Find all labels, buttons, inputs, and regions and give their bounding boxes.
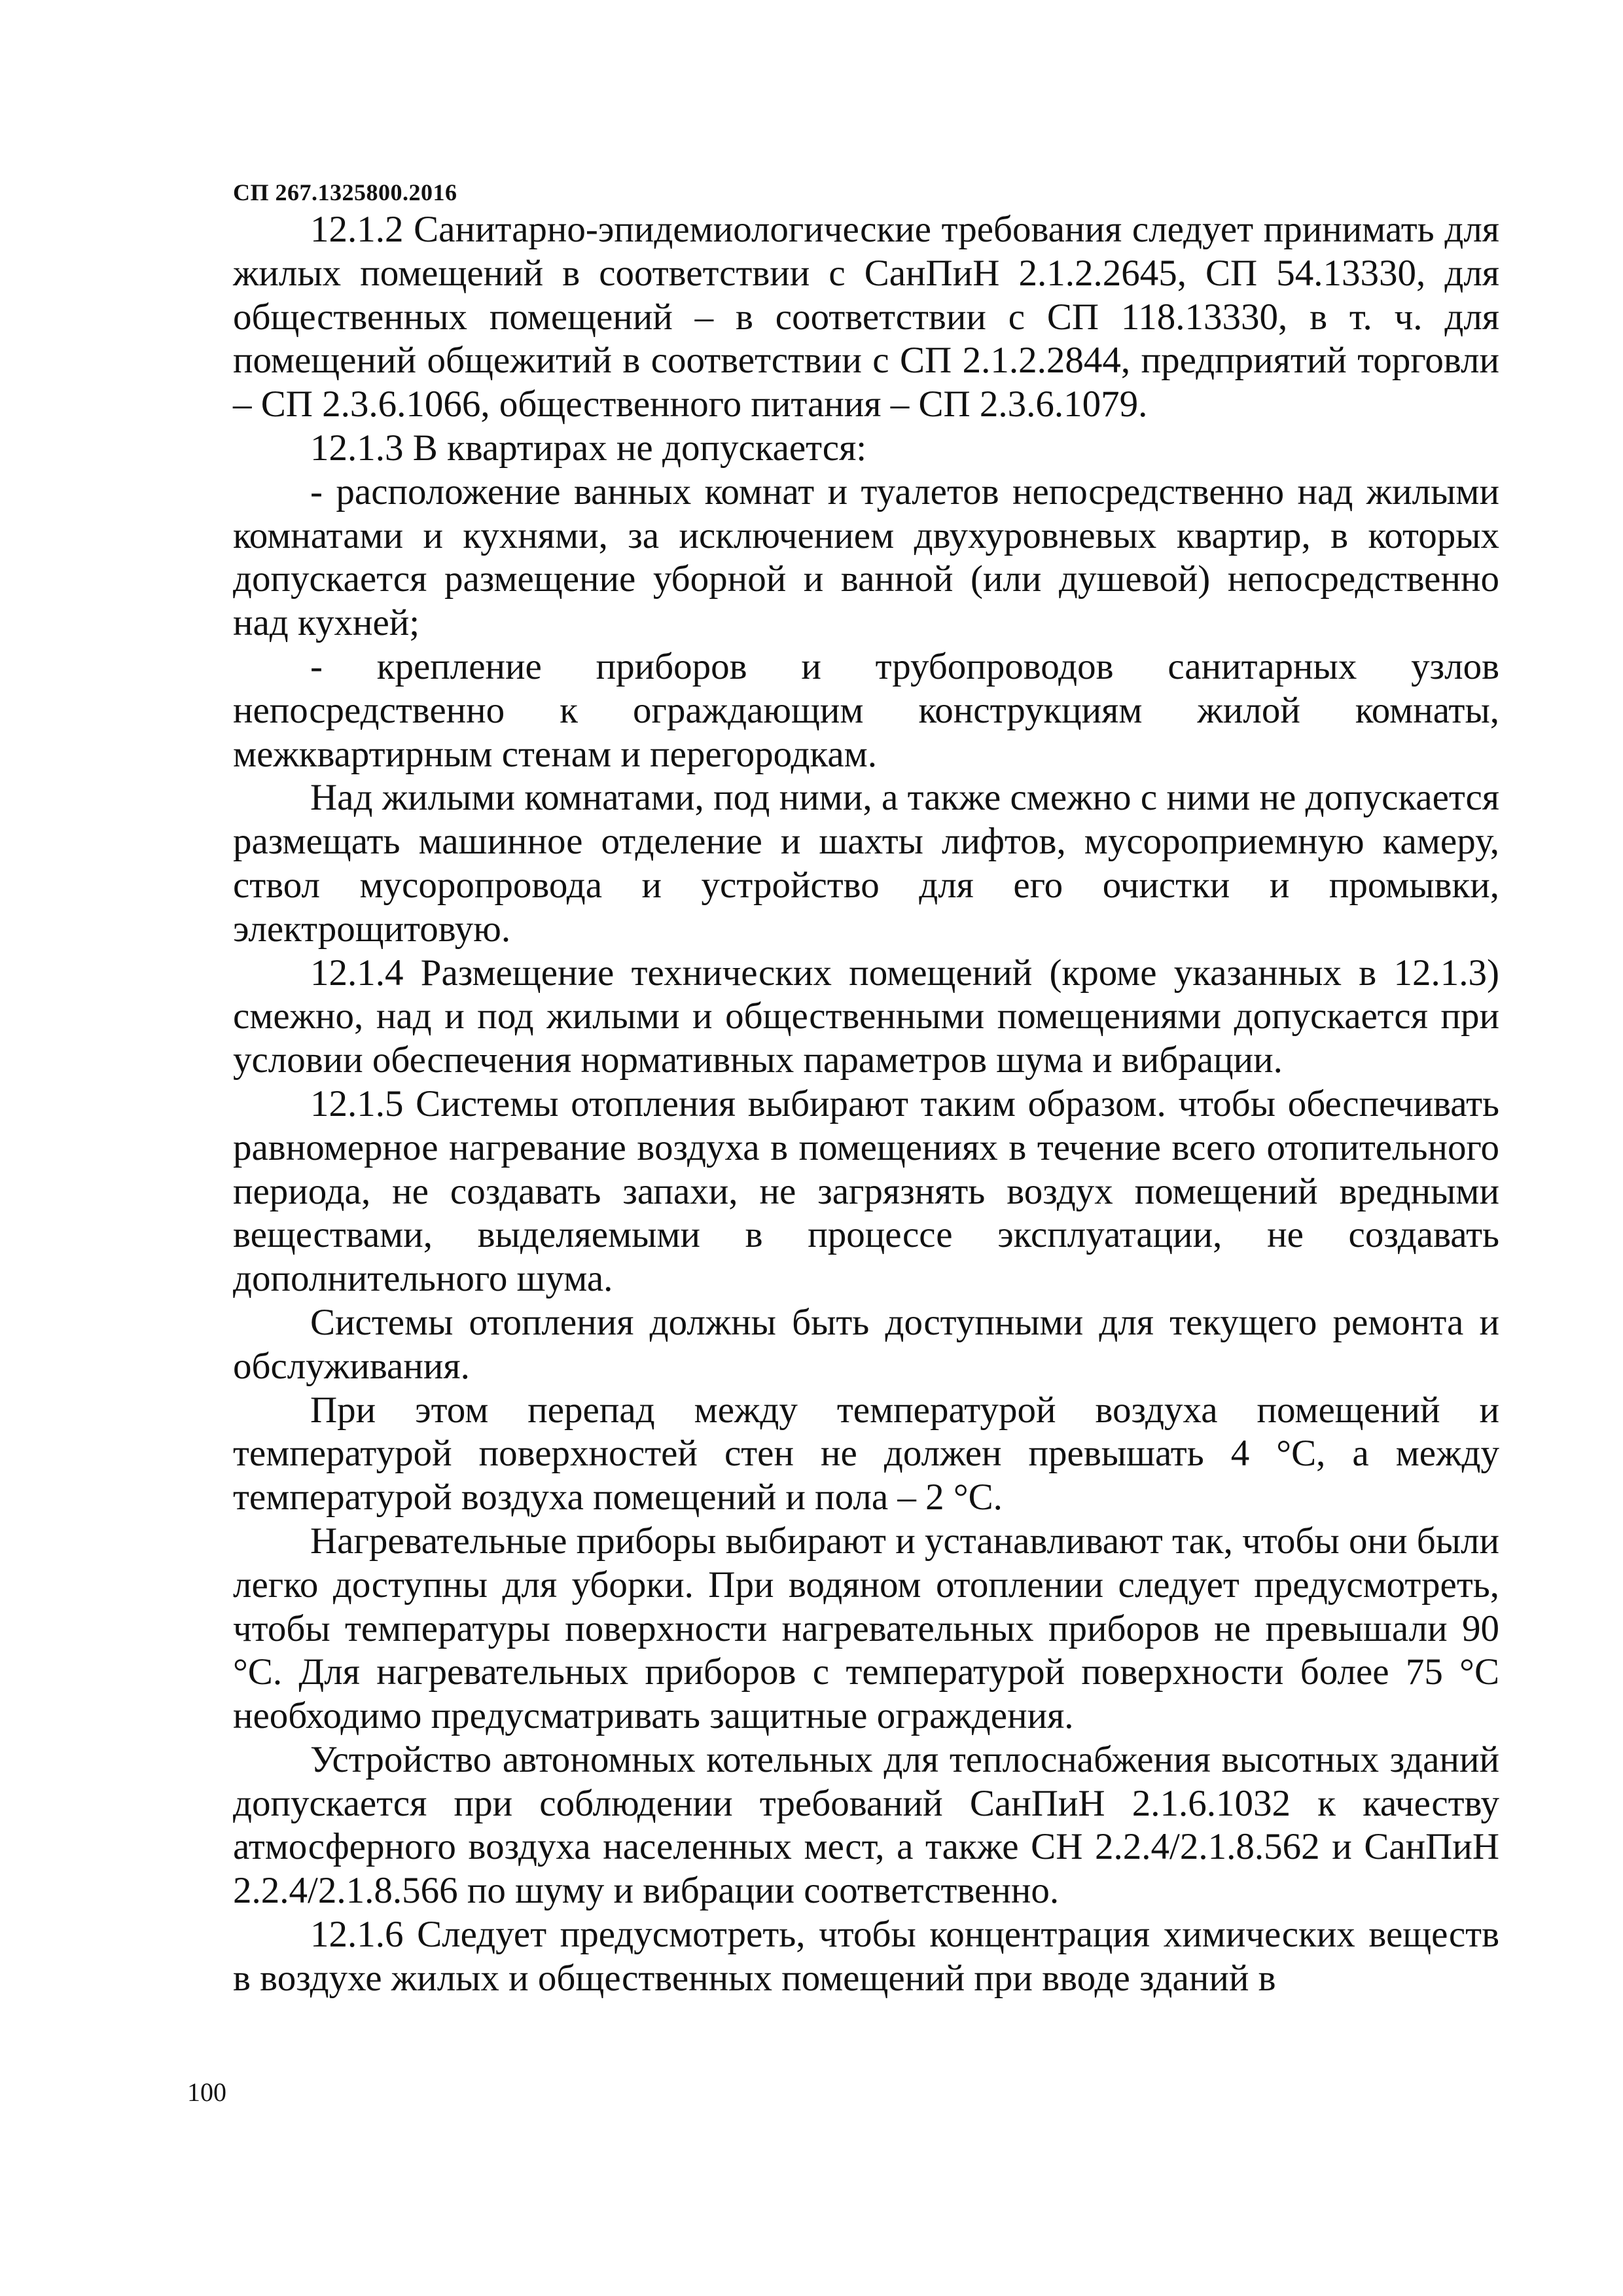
paragraph-12-1-6: 12.1.6 Следует предусмотреть, чтобы концентрация химических веществ в воздухе жилых и общественных помещений при вводе зданий в bbox=[233, 1914, 1499, 1999]
paragraph-12-1-5: 12.1.5 Системы отопления выбирают таким образом. чтобы обеспечивать равномерное нагревание воздуха в помещениях в течение всего отопительного периода, не создавать запахи, не загрязнять воздух помещений вредными веществами, выделяемыми в процессе эксплуатации, не создавать дополнительного шума. bbox=[233, 1083, 1499, 1300]
page-number: 100 bbox=[187, 2077, 226, 2107]
paragraph-12-1-3: 12.1.3 В квартирах не допускается: bbox=[310, 427, 867, 469]
document-code-header: СП 267.1325800.2016 bbox=[233, 179, 457, 206]
paragraph-boiler-rooms: Устройство автономных котельных для теплоснабжения высотных зданий допускается при соблюдении требований СанПиН 2.1.6.1032 к качеству атмосферного воздуха населенных мест, а также СН 2.2.4/2.1.8.562 и СанПиН 2.2.4/2.1.8.566 по шуму и вибрации соответственно. bbox=[233, 1738, 1499, 1912]
paragraph-heating-access: Системы отопления должны быть доступными для текущего ремонта и обслуживания. bbox=[233, 1301, 1499, 1387]
paragraph-12-1-4: 12.1.4 Размещение технических помещений (кроме указанных в 12.1.3) смежно, над и под жилыми и общественными помещениями допускается при условии обеспечения нормативных параметров шума и вибрации. bbox=[233, 952, 1499, 1081]
paragraph-temperature-difference: При этом перепад между температурой воздуха помещений и температурой поверхностей стен не должен превышать 4 °С, а между температурой воздуха помещений и пола – 2 °С. bbox=[233, 1389, 1499, 1518]
paragraph-machine-rooms: Над жилыми комнатами, под ними, а также смежно с ними не допускается размещать машинное отделение и шахты лифтов, мусороприемную камеру, ствол мусоропровода и устройство для его очистки и промывки, электрощитовую. bbox=[233, 777, 1499, 950]
document-body bbox=[233, 208, 1499, 2001]
paragraph-12-1-2: 12.1.2 Санитарно-эпидемиологические требования следует принимать для жилых помещений в соответствии с СанПиН 2.1.2.2645, СП 54.13330, для общественных помещений – в соответствии с СП 118.13330, в т. ч. для помещений общежитий в соответствии с СП 2.1.2.2844, предприятий торговли – СП 2.3.6.1066, общественного питания – СП 2.3.6.1079. bbox=[233, 209, 1499, 425]
list-item-fixtures: - крепление приборов и трубопроводов санитарных узлов непосредственно к ограждающим конструкциям жилой комнаты, межквартирным стенам и перегородкам. bbox=[233, 645, 1499, 775]
paragraph-heaters: Нагревательные приборы выбирают и устанавливают так, чтобы они были легко доступны для уборки. При водяном отоплении следует предусмотреть, чтобы температуры поверхности нагревательных приборов не превышали 90 °С. Для нагревательных приборов с температурой поверхности более 75 °С необходимо предусматривать защитные ограждения. bbox=[233, 1520, 1499, 1737]
list-item-bathrooms: - расположение ванных комнат и туалетов непосредственно над жилыми комнатами и кухнями, за исключением двухуровневых квартир, в которых допускается размещение уборной и ванной (или душевой) непосредственно над кухней; bbox=[233, 471, 1499, 644]
